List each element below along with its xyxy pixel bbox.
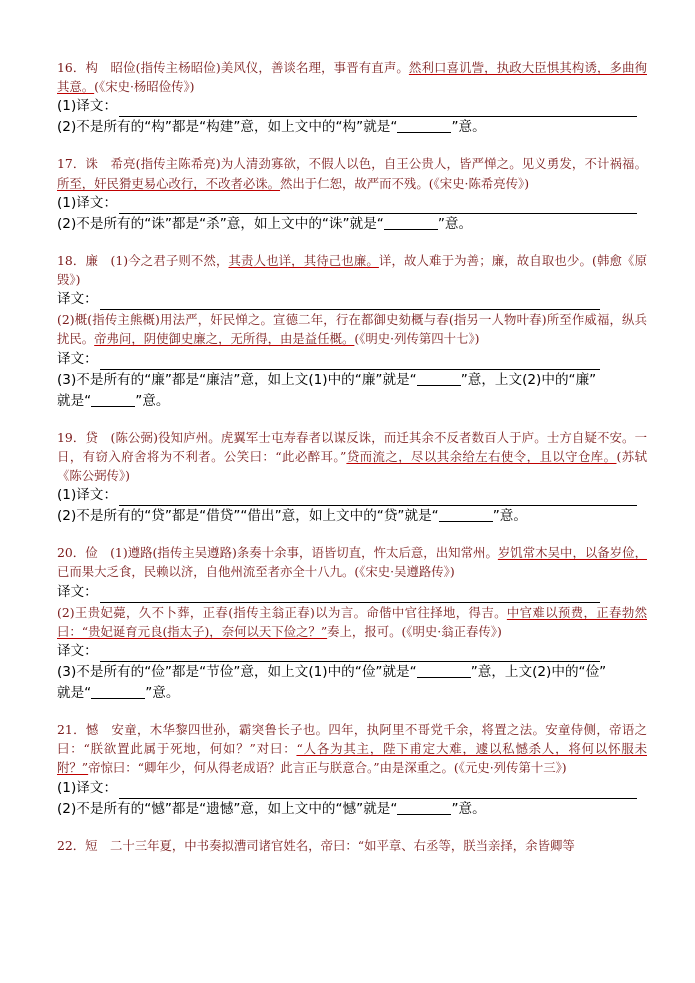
answer-line[interactable] bbox=[100, 295, 600, 310]
underlined-sentence: 贷而流之，尽以其余给左右使令，且以守仓库。 bbox=[346, 448, 617, 464]
meaning-suffix: ”意。 bbox=[135, 392, 170, 409]
answer-blank[interactable] bbox=[397, 119, 451, 133]
meaning-prompt: (2)不是所有的“构”都是“构建”意，如上文中的“构”就是“ bbox=[57, 119, 398, 136]
passage-text: (1)遵路(指传主吴遵路)条奏十余事，语皆切直，忤太后意，出知常州。 bbox=[97, 545, 498, 561]
passage-source: 帝惊曰：“卿年少，何从得老成语？此言正与朕意合。”由是深重之。(《元史·列传第十三》) bbox=[88, 760, 567, 776]
translation-line-1 bbox=[57, 193, 647, 214]
meaning-line-cont bbox=[57, 391, 647, 412]
passage-text: (陈公弼)役知庐州。虎翼军士屯寿春者以谋反诛，而迁其余不反者数百人于庐。士方自疑不安。一日，有窃入府舍将为不利者。公笑曰：“此必醉耳。” bbox=[57, 429, 647, 464]
underlined-sentence: 帝弗问，阴使御史廉之，无所得，由是益任概。 bbox=[94, 331, 355, 347]
translation-line-2 bbox=[57, 641, 647, 662]
meaning-line bbox=[57, 117, 647, 138]
answer-blank-2[interactable] bbox=[91, 393, 135, 407]
translation-line-2 bbox=[57, 349, 647, 370]
worksheet bbox=[57, 58, 647, 871]
meaning-line bbox=[57, 370, 647, 391]
underlined-sentence: 中官难以预费，正春勃然曰：“贵妃诞育元良(指太子)，奈何以天下俭之？” bbox=[57, 604, 647, 639]
question-16-passage bbox=[57, 58, 647, 96]
passage-text: (1)今之君子则不然， bbox=[97, 252, 229, 268]
answer-blank-1[interactable] bbox=[417, 372, 461, 386]
answer-blank[interactable] bbox=[397, 801, 451, 815]
question-20-passage-2 bbox=[57, 603, 647, 641]
question-number: 17．诛 bbox=[57, 156, 98, 172]
answer-line[interactable] bbox=[119, 491, 637, 506]
meaning-prompt: 就是“ bbox=[57, 685, 92, 702]
answer-blank-1[interactable] bbox=[417, 664, 471, 678]
meaning-suffix: ”意。 bbox=[451, 800, 486, 817]
meaning-suffix: ”意，上文(2)中的“廉” bbox=[460, 371, 597, 388]
passage-text: 昭俭(指传主杨昭俭)美风仪，善谈名理，事晋有直声。 bbox=[98, 60, 409, 75]
meaning-line-cont bbox=[57, 683, 647, 704]
underlined-sentence: 其责人也详，其待己也廉。 bbox=[228, 252, 379, 268]
translation-label: (1)译文： bbox=[57, 98, 118, 115]
passage-text: 安童，木华黎四世孙，霸突鲁长子也。四年，执阿里不哥党千余，将置之法。安童侍侧，帝语之曰：“朕欲置此属于死地，何如？”对曰： bbox=[57, 722, 647, 757]
passage-text: 希亮(指传主陈希亮)为人清劲寡欲，不假人以色，自王公贵人，皆严惮之。见义勇发，不计祸福。 bbox=[98, 156, 647, 172]
answer-line[interactable] bbox=[100, 588, 600, 603]
meaning-suffix: ”意。 bbox=[145, 685, 180, 702]
answer-line[interactable] bbox=[100, 647, 600, 662]
question-22 bbox=[57, 836, 647, 855]
question-21-passage bbox=[57, 720, 647, 778]
passage-text: (2)概(指传主熊概)用法严，奸民惮之。宣德二年，行在都御史劾概与春(指另一人物叶春)所至作威福，纵兵扰民。 bbox=[57, 312, 647, 347]
question-17-passage bbox=[57, 154, 647, 192]
underlined-sentence: 岁饥常木吴中，以备岁俭， bbox=[497, 545, 647, 561]
passage-source: (《宋史·杨昭俭传》) bbox=[94, 79, 195, 95]
answer-blank[interactable] bbox=[439, 508, 493, 522]
answer-line[interactable] bbox=[119, 199, 637, 214]
meaning-suffix: ”意。 bbox=[451, 119, 486, 136]
meaning-suffix: ”意，上文(2)中的“俭” bbox=[470, 664, 607, 681]
meaning-suffix: ”意。 bbox=[437, 215, 473, 232]
translation-label: 译文： bbox=[57, 643, 98, 660]
meaning-prompt: (2)不是所有的“贷”都是“借贷”“借出”意，如上文中的“贷”就是“ bbox=[57, 508, 439, 525]
meaning-prompt: (3)不是所有的“廉”都是“廉洁”意，如上文(1)中的“廉”就是“ bbox=[57, 371, 417, 388]
question-number: 18．廉 bbox=[57, 252, 98, 268]
answer-line[interactable] bbox=[119, 784, 637, 799]
translation-label: (1)译文： bbox=[57, 194, 118, 211]
meaning-line bbox=[57, 214, 647, 235]
translation-line-1 bbox=[57, 485, 647, 506]
translation-line-1 bbox=[57, 778, 647, 799]
underlined-sentence: 然利口喜讥訾，执政大臣惧其构诱，多曲徇其意。 bbox=[57, 60, 647, 95]
question-number: 22．短 bbox=[57, 837, 98, 853]
answer-line[interactable] bbox=[100, 355, 600, 370]
question-22-passage bbox=[57, 836, 647, 855]
question-18-passage-2 bbox=[57, 310, 647, 348]
passage-source: 然出于仁恕，故严而不残。(《宋史·陈希亮传》) bbox=[280, 175, 530, 191]
question-16 bbox=[57, 58, 647, 138]
translation-label: (1)译文： bbox=[57, 487, 118, 504]
translation-label: 译文： bbox=[57, 583, 98, 600]
meaning-suffix: ”意。 bbox=[492, 508, 527, 525]
question-18 bbox=[57, 251, 647, 412]
meaning-prompt: (2)不是所有的“憾”都是“遗憾”意，如上文中的“憾”就是“ bbox=[57, 800, 398, 817]
translation-label: 译文： bbox=[57, 350, 98, 367]
translation-label: (1)译文： bbox=[57, 779, 118, 796]
meaning-prompt: (2)不是所有的“诛”都是“杀”意，如上文中的“诛”就是“ bbox=[57, 215, 384, 232]
answer-blank[interactable] bbox=[384, 216, 438, 230]
passage-source: (苏轼《陈公弼传》) bbox=[57, 448, 648, 484]
passage-source: 奏上，报可。(《明史·翁正春传》) bbox=[327, 623, 502, 639]
meaning-line bbox=[57, 506, 647, 527]
underlined-sentence: 所至，奸民猾吏易心改行，不改者必诛。 bbox=[57, 175, 281, 191]
passage-source: 详，故人难于为善；廉，故自取也少。(韩愈《原毁》) bbox=[57, 252, 647, 288]
question-19-passage bbox=[57, 428, 647, 486]
meaning-prompt: 就是“ bbox=[57, 392, 92, 409]
passage-source: 已而果大乏食，民赖以济，自他州流至者亦全十八九。(《宋史·吴遵路传》) bbox=[57, 564, 455, 580]
meaning-prompt: (3)不是所有的“俭”都是“节俭”意，如上文(1)中的“俭”就是“ bbox=[57, 664, 417, 681]
translation-line-1 bbox=[57, 582, 647, 603]
question-20 bbox=[57, 543, 647, 704]
question-20-passage-1 bbox=[57, 543, 647, 581]
question-17 bbox=[57, 154, 647, 234]
question-19 bbox=[57, 428, 647, 528]
question-number: 19．贷 bbox=[57, 429, 98, 445]
answer-line[interactable] bbox=[119, 102, 637, 117]
translation-line-1 bbox=[57, 289, 647, 310]
passage-text: 二十三年夏，中书奏拟漕司诸官姓名，帝曰：“如平章、右丞等，朕当亲择，余皆卿等 bbox=[97, 837, 575, 853]
question-number: 21．憾 bbox=[57, 722, 99, 738]
passage-source: (《明史·列传第四十七》) bbox=[354, 331, 480, 347]
translation-label: 译文： bbox=[57, 291, 98, 308]
question-18-passage-1 bbox=[57, 251, 647, 289]
question-21 bbox=[57, 720, 647, 820]
answer-blank-2[interactable] bbox=[91, 685, 145, 699]
underlined-sentence: “人各为其主，陛下甫定大难，遽以私憾杀人，将何以怀服未附？” bbox=[57, 741, 647, 776]
question-number: 20．俭 bbox=[57, 545, 98, 561]
meaning-line bbox=[57, 799, 647, 820]
translation-line-1 bbox=[57, 96, 647, 117]
meaning-line bbox=[57, 662, 647, 683]
passage-text: (2)王贵妃薨，久不卜葬，正春(指传主翁正春)以为言。命偕中官往择地，得吉。 bbox=[57, 604, 507, 620]
question-number: 16．构 bbox=[57, 60, 98, 75]
